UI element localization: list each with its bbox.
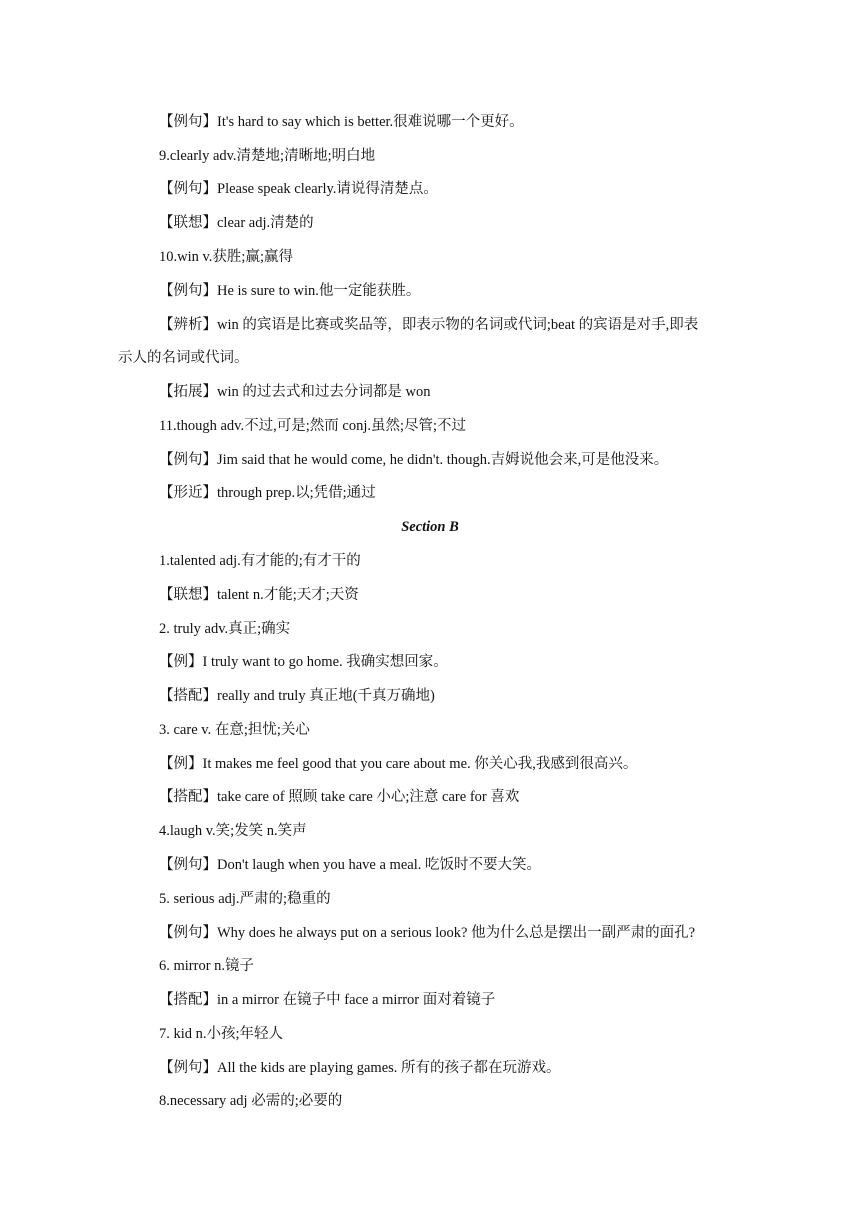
similar-form-through: 【形近】through prep.以;凭借;通过 [159, 485, 376, 501]
discrimination-win-beat-continued: 示人的名词或代词。 [118, 350, 249, 366]
extension-win-past: 【拓展】win 的过去式和过去分词都是 won [159, 384, 431, 400]
vocab-entry-though: 11.though adv.不过,可是;然而 conj.虽然;尽管;不过 [159, 418, 467, 434]
example-sentence-better: 【例句】It's hard to say which is better.很难说哪一个更好。 [159, 114, 524, 130]
association-talent: 【联想】talent n.才能;天才;天资 [159, 587, 359, 603]
vocab-entry-serious: 5. serious adj.严肃的;稳重的 [159, 891, 331, 907]
association-clear: 【联想】clear adj.清楚的 [159, 215, 314, 231]
vocab-entry-laugh: 4.laugh v.笑;发笑 n.笑声 [159, 823, 307, 839]
vocab-entry-necessary: 8.necessary adj 必需的;必要的 [159, 1093, 343, 1109]
vocab-entry-mirror: 6. mirror n.镜子 [159, 958, 255, 974]
collocation-care: 【搭配】take care of 照顾 take care 小心;注意 care for 喜欢 [159, 789, 520, 805]
example-sentence-though: 【例句】Jim said that he would come, he didn't. though.吉姆说他会来,可是他没来。 [159, 452, 669, 468]
section-heading: Section B [401, 519, 459, 535]
example-sentence-laugh: 【例句】Don't laugh when you have a meal. 吃饭时不要大笑。 [159, 857, 541, 873]
example-sentence-win: 【例句】He is sure to win.他一定能获胜。 [159, 283, 421, 299]
example-sentence-serious: 【例句】Why does he always put on a serious look? 他为什么总是摆出一副严肃的面孔? [159, 925, 696, 941]
vocab-entry-kid: 7. kid n.小孩;年轻人 [159, 1026, 284, 1042]
vocab-entry-care: 3. care v. 在意;担忧;关心 [159, 722, 310, 738]
collocation-really-truly: 【搭配】really and truly 真正地(千真万确地) [159, 688, 435, 704]
example-sentence-kids: 【例句】All the kids are playing games. 所有的孩子都在玩游戏。 [159, 1060, 561, 1076]
vocab-entry-truly: 2. truly adv.真正;确实 [159, 621, 291, 637]
vocab-entry-win: 10.win v.获胜;赢;赢得 [159, 249, 293, 265]
example-sentence-care: 【例】It makes me feel good that you care about me. 你关心我,我感到很高兴。 [159, 756, 638, 772]
vocab-entry-clearly: 9.clearly adv.清楚地;清晰地;明白地 [159, 148, 376, 164]
example-sentence-clearly: 【例句】Please speak clearly.请说得清楚点。 [159, 181, 438, 197]
vocab-entry-talented: 1.talented adj.有才能的;有才干的 [159, 553, 361, 569]
discrimination-win-beat: 【辨析】win 的宾语是比赛或奖品等，即表示物的名词或代词;beat 的宾语是对手,即表 [159, 317, 699, 333]
collocation-mirror: 【搭配】in a mirror 在镜子中 face a mirror 面对着镜子 [159, 992, 496, 1008]
example-sentence-truly: 【例】I truly want to go home. 我确实想回家。 [159, 654, 448, 670]
